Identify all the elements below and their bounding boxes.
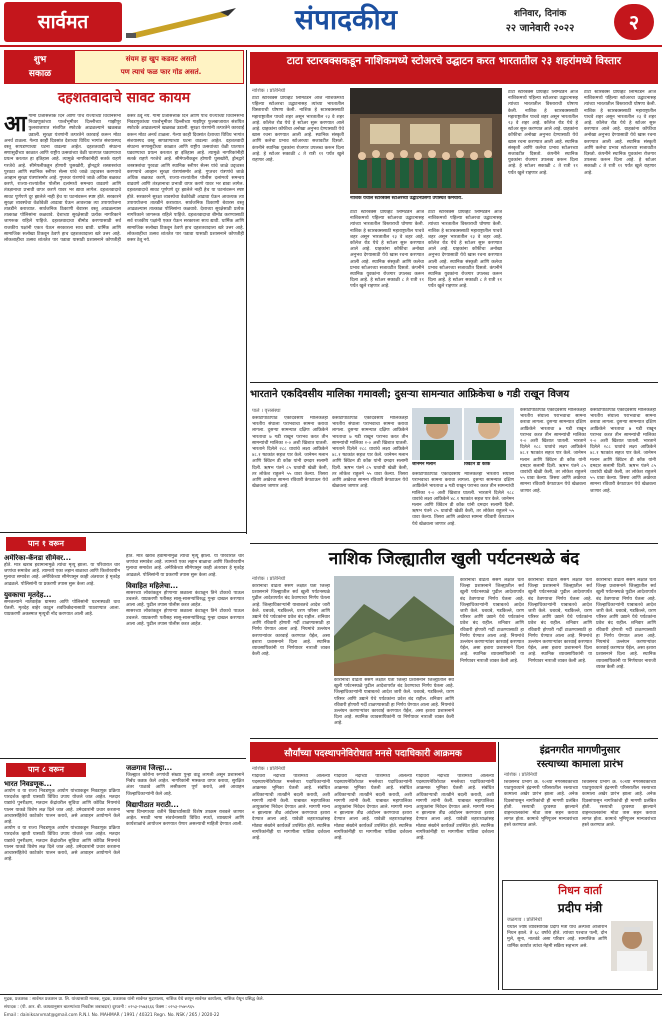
footer-line3: Email : dainiksarvmat@gmail.com R.N.I. No. MAHMAR / 1991 / 40321 Regn. No. NSK / 265 / 2020-22 [4, 1013, 220, 1018]
cricketer-caption-1: जानेमन मलान [412, 462, 436, 467]
cont8-s1-body: आयोग व या राज्य निवडणूक आयोग यांच्याकडून निवडणूक प्रक्रिया पारदर्शक व्हावी यासाठी विविध उपाय योजले जात आहेत. मतदार याद्यांचे पुनरीक्षण, मतदान केंद्रांवरील सुविधा आणि कोविड नियमांचे पालन याकडे विशेष लक्ष दिले जात आहे. उमेदवारांनी प्रचार करताना आचारसंहितेचे काटेकोर पालन करावे, असे आवाहन आयोगाने केले आहे. [4, 789, 120, 826]
cont8-s3-body: भाषा विभागाच्या वतीने विद्यार्थ्यांसाठी विशेष उपक्रम राबवले जाणार आहेत. मराठी भाषा संवर्धनासाठी विविध स्पर्धा, व्याख्याने आणि कार्यशाळांचे आयोजन करण्यात येणार असल्याची माहिती देण्यात आली. [126, 809, 244, 828]
date-value: २२ जानेवारी २०२२ [505, 23, 575, 34]
cont1-s1-body: होते. मात्र खराब हवामानामुळे त्यांचा मृत्यू झाला. या परिवारात चार जणांचा समावेश आहे. त्यामध्ये एका लहान बाळाचा आणि किशोरवयीन मुलाचा समावेश आहे. अमेरिकेच्या सीमेपासून काही अंतरावर हे मृतदेह आढळले. पोलिसांनी या प्रकरणी तपास सुरू केला आहे. [4, 563, 120, 587]
editorial-body: गामी प्रजासत्ताक दिन आणि पाच राज्यांच्या विधानसभा निवडणुकांच्या पार्श्वभूमीवर दिल्लीच्या गाझीपूर फुलबाजारात संशयित स्फोटके आढळल्याने खळबळ उडाली. सुरक्षा यंत्रणांनी तत्परतेने कारवाई करून मोठा अनर्थ टाळला. गेल्या काही दिवसांत देशाच्या विविध भागांत संशयास्पद वस्तू सापडण्याच्या घटना वाढल्या आहेत. दहशतवादी संघटना सणासुदीच्या काळात आणि राष्ट्रीय उत्सवांच्या वेळी घातपात घडवण्याचा प्रयत्न करतात हा इतिहास आहे. त्यामुळे नागरिकांनीही सतर्क राहणे गरजेचे आहे. सीमेपलीकडून होणारी घुसखोरी, ड्रोनद्वारे शस्त्रास्त्रांचा पुरवठा आणि स्थानिक स्लीपर सेल्स यांचे जाळे उद्ध्वस्त करण्याचे आव्हान सुरक्षा यंत्रणांसमोर आहे. गुप्तचर यंत्रणांचे जाळे अधिक बळकट करणे, राज्या-राज्यांतील पोलीस दलांमध्ये समन्वय वाढवणे आणि तंत्रज्ञानाचा प्रभावी वापर करणे यावर भर द्यावा लागेल. दहशतवादाचे सावट पूर्णपणे दूर झालेले नाही हेच या घटनांवरून स्पष्ट होते. सरकारने सुरक्षा व्यवस्थेचा वेळोवेळी आढावा घेऊन आवश्यक त्या उपाययोजना तातडीने कराव्यात. सार्वजनिक ठिकाणी बेवारस वस्तू आढळल्यास तात्काळ पोलिसांना कळवावे. देशाच्या सुरक्षेसाठी प्रत्येक नागरिकाने जागरूक राहिले पाहिजे. दहशतवादाचा बीमोड करण्यासाठी सर्व राजकीय पक्षांनी एकत्र येऊन सरकारला साथ द्यावी. धार्मिक आणि सामाजिक सलोखा टिकवून ठेवणे हाच दहशतवादाला खरे उत्तर आहे. लोकशाहीचा उत्सव शांततेत पार पडावा यासाठी प्रशासनाने कोणतीही कसर ठेवू नये. [4, 114, 151, 244]
solar-headline: सौर्यांच्या पदस्थापनेविरोधात मनसे पदाधिकारी आक्रमक [284, 749, 462, 759]
tata-byline: नाशिक । प्रतिनिधी [252, 88, 286, 94]
masthead [0, 0, 662, 44]
section-title: संपादकीय [295, 3, 397, 36]
obituary-byline: जळगाव । प्रतिनिधी [507, 917, 542, 923]
editorial-headline: दहशतवादाचे सावट कायम [57, 90, 191, 106]
quote-label-line2: सकाळ [28, 69, 52, 79]
obituary-portrait [611, 921, 653, 971]
continued-p1-col2 [126, 554, 244, 754]
solar-body-col3: गोदावरी नदीच्या पात्रामध्ये आलेल्या पदस्थापनेविरोधात मनसेच्या पदाधिकाऱ्यांनी आक्रमक भूमिका घेतली आहे. संबंधित अधिकाऱ्याची तातडीने बदली करावी, अशी मागणी त्यांनी केली. याबाबत महापालिका आयुक्तांना निवेदन देण्यात आले. मागणी मान्य न झाल्यास तीव्र आंदोलन करण्याचा इशारा देण्यात आला आहे. यावेळी शहराध्यक्षांसह मोठ्या संख्येने कार्यकर्ते उपस्थित होते. स्थानिक नागरिकांनीही या मागणीला पाठिंबा दर्शवला आहे. [416, 774, 494, 842]
continued-p8-label: पान ८ वरून [6, 763, 86, 777]
cricket-headline: भारताने एकदिवसीय मालिका गमावली; दुसऱ्या सामन्यात आफ्रिकेचा ७ गडी राखून विजय [250, 389, 570, 400]
tourism-headline: नाशिक जिल्ह्यातील खुली पर्यटनस्थळे बंद [328, 549, 580, 569]
tourism-body-col5: कोरोनाचा वाढता संसर्ग लक्षात घेता जिल्हा प्रशासनाने जिल्ह्यातील सर्व खुली पर्यटनस्थळे पुढील आदेशापर्यंत बंद ठेवण्याचा निर्णय घेतला आहे. जिल्हाधिकाऱ्यांनी याबाबतचे आदेश जारी केले. धबधबे, गडकिल्ले, धरण परिसर आणि उद्याने येथे पर्यटकांना प्रवेश बंद राहील. शनिवार आणि रविवारी होणारी गर्दी टाळण्यासाठी हा निर्णय घेण्यात आला आहे. नियमांचे उल्लंघन करणाऱ्यांवर कारवाई करण्यात येईल, असा इशारा प्रशासनाने दिला आहे. स्थानिक व्यावसायिकांनी या निर्णयावर नाराजी व्यक्त केली आहे. [596, 578, 656, 670]
fuel-body-col2: शिवसेनेचे प्रभाग क्र. १०च्या नगरसेवकांच्या पाठपुराव्याने इंद्रनगरी परिसरातील रस्त्याच्या कामाला अखेर प्रारंभ झाला आहे. अनेक दिवसांपासून नागरिकांची ही मागणी प्रलंबित होती. रस्त्याची दुरवस्था झाल्याने वाहनचालकांना मोठा त्रास सहन करावा लागत होता. कामाचे भूमिपूजन मान्यवरांच्या हस्ते करण्यात आले. [582, 780, 656, 829]
quote-label-line1: शुभ [33, 55, 47, 65]
footer-imprint [4, 996, 658, 1022]
tata-body-col1: टाटा स्टारबक्स प्रायव्हेट लिमिटेडने आज नाशिकमध्ये पहिल्या स्टोअरचा उद्घाटनासह त्यांच्या भारतातील विस्ताराची घोषणा केली. नाशिक हे स्टारबक्ससाठी महाराष्ट्रातील पाचवे शहर असून भारतातील २३ वे शहर आहे. कॉलेज रोड येथे हे स्टोअर सुरू करण्यात आले आहे. ग्राहकांना कॉफीचा अनोखा अनुभव देण्यासाठी येथे खास रचना करण्यात आली आहे. स्थानिक संस्कृती आणि कलेचा प्रभाव स्टोअरच्या सजावटीत दिसतो. कंपनीने स्थानिक युवकांना रोजगार उपलब्ध करून दिला आहे. हे स्टोअर सकाळी ८ ते रात्री ११ पर्यंत खुले राहणार आहे. [252, 96, 344, 164]
obituary-title: निधन वार्ता [558, 884, 602, 897]
continued-p1-label: पान १ वरून [6, 537, 86, 551]
cricket-byline: पार्ल । वृत्तसंस्था [252, 408, 281, 414]
cont1-s2-body: समजल्याने नातेवाईक ग्रामस्थ आणि पोलिसांनी घटनास्थळी धाव घेतली. मृतदेह बाहेर काढून शवविच्छेदनासाठी पाठवण्यात आला. याप्रकरणी अकस्मात मृत्यूची नोंद करण्यात आली आहे. [4, 599, 120, 618]
solar-byline: नाशिक । प्रतिनिधी [252, 766, 286, 772]
tourism-body-col3: कोरोनाचा वाढता संसर्ग लक्षात घेता जिल्हा प्रशासनाने जिल्ह्यातील सर्व खुली पर्यटनस्थळे पुढील आदेशापर्यंत बंद ठेवण्याचा निर्णय घेतला आहे. जिल्हाधिकाऱ्यांनी याबाबतचे आदेश जारी केले. धबधबे, गडकिल्ले, धरण परिसर आणि उद्याने येथे पर्यटकांना प्रवेश बंद राहील. शनिवार आणि रविवारी होणारी गर्दी टाळण्यासाठी हा निर्णय घेण्यात आला आहे. नियमांचे उल्लंघन करणाऱ्यांवर कारवाई करण्यात येईल, असा इशारा प्रशासनाने दिला आहे. स्थानिक व्यावसायिकांनी या निर्णयावर नाराजी व्यक्त केली आहे. [460, 578, 524, 664]
tourism-body-col2: कोरोनाचा वाढता संसर्ग लक्षात घेता जिल्हा प्रशासनाने जिल्ह्यातील सर्व खुली पर्यटनस्थळे पुढील आदेशापर्यंत बंद ठेवण्याचा निर्णय घेतला आहे. जिल्हाधिकाऱ्यांनी याबाबतचे आदेश जारी केले. धबधबे, गडकिल्ले, धरण परिसर आणि उद्याने येथे पर्यटकांना प्रवेश बंद राहील. शनिवार आणि रविवारी होणारी गर्दी टाळण्यासाठी हा निर्णय घेण्यात आला आहे. नियमांचे उल्लंघन करणाऱ्यांवर कारवाई करण्यात येईल, असा इशारा प्रशासनाने दिला आहे. स्थानिक व्यावसायिकांनी या निर्णयावर नाराजी व्यक्त केली आहे. [334, 678, 454, 727]
quote-text-line1: संयम हा खुप कडवट असतो [125, 55, 197, 63]
cricket-body-col4: कसोटीपाठोपाठ एकदिवसीय मालिकेतही भारतीय संघाला पराभवाचा सामना करावा लागला. दुसऱ्या सामन्यात दक्षिण आफ्रिकेने भारताचा ७ गडी राखून पराभव करत तीन सामन्यांची मालिका २-० अशी खिशात घातली. भारताने दिलेले २८८ धावांचे लक्ष्य आफ्रिकेने ४८.१ षटकांत सहज पार केले. जानेमन मलान आणि क्विंटन डी कॉक यांनी दमदार सलामी दिली. ऋषभ पंतने ८५ धावांची खेळी केली, तर लोकेश राहुलने ५५ धावा केल्या. तिसरा आणि अखेरचा सामना रविवारी केपटाऊन येथे खेळवला जाणार आहे. [520, 408, 586, 494]
solar-headline-bar [250, 742, 496, 762]
cont1-s1-title: अमेरिका-कॅनडा सीमेवर... [4, 554, 72, 562]
cont1-s3-title: विवाहित महिलेचा... [126, 581, 179, 590]
obituary-name: प्रदीप मंत्री [557, 901, 603, 915]
cricket-body-col2: कसोटीपाठोपाठ एकदिवसीय मालिकेतही भारतीय संघाला पराभवाचा सामना करावा लागला. दुसऱ्या सामन्यात दक्षिण आफ्रिकेने भारताचा ७ गडी राखून पराभव करत तीन सामन्यांची मालिका २-० अशी खिशात घातली. भारताने दिलेले २८८ धावांचे लक्ष्य आफ्रिकेने ४८.१ षटकांत सहज पार केले. जानेमन मलान आणि क्विंटन डी कॉक यांनी दमदार सलामी दिली. ऋषभ पंतने ८५ धावांची खेळी केली, तर लोकेश राहुलने ५५ धावा केल्या. तिसरा आणि अखेरचा सामना रविवारी केपटाऊन येथे खेळवला जाणार आहे. [332, 416, 408, 490]
drop-cap: आ [4, 114, 27, 137]
fuel-headline-line1: इंद्रनगरीत मागणीनुसार [539, 745, 621, 756]
quote-text-line2: पण त्याचं फळ फार गोड असतं. [120, 68, 202, 76]
footer-line2: संपादक : (पी. आर. बी. कायद्यानुसार बातम्यांच्या निवडीस जबाबदार) दूरध्वनी : ०२५३-२५७३६६६ फॅक्स : ०२५३-२५७५९६५ [4, 1005, 195, 1010]
logo-box [4, 2, 122, 42]
fuel-body-col1: शिवसेनेचे प्रभाग क्र. १०च्या नगरसेवकांच्या पाठपुराव्याने इंद्रनगरी परिसरातील रस्त्याच्या कामाला अखेर प्रारंभ झाला आहे. अनेक दिवसांपासून नागरिकांची ही मागणी प्रलंबित होती. रस्त्याची दुरवस्था झाल्याने वाहनचालकांना मोठा त्रास सहन करावा लागत होता. कामाचे भूमिपूजन मान्यवरांच्या हस्ते करण्यात आले. [504, 780, 578, 829]
date-line: शनिवार, दिनांक [513, 9, 567, 19]
editorial-article [4, 114, 244, 524]
tata-body-col3: टाटा स्टारबक्स प्रायव्हेट लिमिटेडने आज नाशिकमध्ये पहिल्या स्टोअरचा उद्घाटनासह त्यांच्या भारतातील विस्ताराची घोषणा केली. नाशिक हे स्टारबक्ससाठी महाराष्ट्रातील पाचवे शहर असून भारतातील २३ वे शहर आहे. कॉलेज रोड येथे हे स्टोअर सुरू करण्यात आले आहे. ग्राहकांना कॉफीचा अनोखा अनुभव देण्यासाठी येथे खास रचना करण्यात आली आहे. स्थानिक संस्कृती आणि कलेचा प्रभाव स्टोअरच्या सजावटीत दिसतो. कंपनीने स्थानिक युवकांना रोजगार उपलब्ध करून दिला आहे. हे स्टोअर सकाळी ८ ते रात्री ११ पर्यंत खुले राहणार आहे. [428, 210, 502, 290]
cont8-s1-title: भारत निवडणूक... [4, 780, 52, 788]
cont1-s3-body-cont: सासरच्या लोकांकडून होणाऱ्या छळाला कंटाळून तिने टोकाचे पाऊल उचलले. याप्रकरणी पतीसह सासू-सासऱ्यांविरुद्ध गुन्हा दाखल करण्यात आला आहे. पुढील तपास पोलीस करत आहेत. [126, 609, 244, 627]
cricket-body-col5: कसोटीपाठोपाठ एकदिवसीय मालिकेतही भारतीय संघाला पराभवाचा सामना करावा लागला. दुसऱ्या सामन्यात दक्षिण आफ्रिकेने भारताचा ७ गडी राखून पराभव करत तीन सामन्यांची मालिका २-० अशी खिशात घातली. भारताने दिलेले २८८ धावांचे लक्ष्य आफ्रिकेने ४८.१ षटकांत सहज पार केले. जानेमन मलान आणि क्विंटन डी कॉक यांनी दमदार सलामी दिली. ऋषभ पंतने ८५ धावांची खेळी केली, तर लोकेश राहुलने ५५ धावा केल्या. तिसरा आणि अखेरचा सामना रविवारी केपटाऊन येथे खेळवला जाणार आहे. [590, 408, 656, 494]
tourism-byline: नाशिक । प्रतिनिधी [252, 576, 286, 582]
quote-box [4, 50, 244, 84]
obituary-body: येथील ज्येष्ठ व्यावसायिक प्रदीप मंत्री यांचे अल्पशा आजाराने निधन झाले. ते ६८ वर्षांचे होते. त्यांच्या पश्चात पत्नी, दोन मुले, सुना, नातवंडे असा परिवार आहे. सामाजिक आणि धार्मिक कार्यात त्यांचा नेहमी सक्रिय सहभाग असे. [507, 925, 607, 949]
continued-p1-col1 [4, 554, 120, 754]
cont8-s2-title: जळगाव जिल्हा... [126, 764, 173, 772]
cont8-s2-body: जिल्ह्यात कोरोना रुग्णांची संख्या पुन्हा वाढू लागली असून प्रशासनाने निर्बंध कडक केले आहेत. नागरिकांनी मास्कचा वापर करावा, सुरक्षित अंतर पाळावे आणि लसीकरण पूर्ण करावे, असे आवाहन जिल्हाधिकाऱ्यांनी केले आहे. [126, 773, 244, 797]
cont1-s1-body-cont: होते. मात्र खराब हवामानामुळे त्यांचा मृत्यू झाला. या परिवारात चार जणांचा समावेश आहे. त्यामध्ये एका लहान बाळाचा आणि किशोरवयीन मुलाचा समावेश आहे. अमेरिकेच्या सीमेपासून काही अंतरावर हे मृतदेह आढळले. पोलिसांनी या प्रकरणी तपास सुरू केला आहे. [126, 554, 244, 578]
cricketer-caption-2: क्विंटन डी कॉक [464, 462, 491, 467]
solar-body-col1: गोदावरी नदीच्या पात्रामध्ये आलेल्या पदस्थापनेविरोधात मनसेच्या पदाधिकाऱ्यांनी आक्रमक भूमिका घेतली आहे. संबंधित अधिकाऱ्याची तातडीने बदली करावी, अशी मागणी त्यांनी केली. याबाबत महापालिका आयुक्तांना निवेदन देण्यात आले. मागणी मान्य न झाल्यास तीव्र आंदोलन करण्याचा इशारा देण्यात आला आहे. यावेळी शहराध्यक्षांसह मोठ्या संख्येने कार्यकर्ते उपस्थित होते. स्थानिक नागरिकांनीही या मागणीला पाठिंबा दर्शवला आहे. [252, 774, 330, 842]
pen-icon [124, 4, 238, 40]
editorial-body-cont: गामी प्रजासत्ताक दिन आणि पाच राज्यांच्या विधानसभा निवडणुकांच्या पार्श्वभूमीवर दिल्लीच्या गाझीपूर फुलबाजारात संशयित स्फोटके आढळल्याने खळबळ उडाली. सुरक्षा यंत्रणांनी तत्परतेने कारवाई करून मोठा अनर्थ टाळला. गेल्या काही दिवसांत देशाच्या विविध भागांत संशयास्पद वस्तू सापडण्याच्या घटना वाढल्या आहेत. दहशतवादी संघटना सणासुदीच्या काळात आणि राष्ट्रीय उत्सवांच्या वेळी घातपात घडवण्याचा प्रयत्न करतात हा इतिहास आहे. त्यामुळे नागरिकांनीही सतर्क राहणे गरजेचे आहे. सीमेपलीकडून होणारी घुसखोरी, ड्रोनद्वारे शस्त्रास्त्रांचा पुरवठा आणि स्थानिक स्लीपर सेल्स यांचे जाळे उद्ध्वस्त करण्याचे आव्हान सुरक्षा यंत्रणांसमोर आहे. गुप्तचर यंत्रणांचे जाळे अधिक बळकट करणे, राज्या-राज्यांतील पोलीस दलांमध्ये समन्वय वाढवणे आणि तंत्रज्ञानाचा प्रभावी वापर करणे यावर भर द्यावा लागेल. दहशतवादाचे सावट पूर्णपणे दूर झालेले नाही हेच या घटनांवरून स्पष्ट होते. सरकारने सुरक्षा व्यवस्थेचा वेळोवेळी आढावा घेऊन आवश्यक त्या उपाययोजना तातडीने कराव्यात. सार्वजनिक ठिकाणी बेवारस वस्तू आढळल्यास तात्काळ पोलिसांना कळवावे. देशाच्या सुरक्षेसाठी प्रत्येक नागरिकाने जागरूक राहिले पाहिजे. दहशतवादाचा बीमोड करण्यासाठी सर्व राजकीय पक्षांनी एकत्र येऊन सरकारला साथ द्यावी. धार्मिक आणि सामाजिक सलोखा टिकवून ठेवणे हाच दहशतवादाला खरे उत्तर आहे. लोकशाहीचा उत्सव शांततेत पार पडावा यासाठी प्रशासनाने कोणतीही कसर ठेवू नये. [127, 114, 244, 244]
tata-headline: टाटा स्टारबक्सकडून नाशिकमध्ये स्टोअरचे उद्घाटन करत भारतातील २३ शहरांमध्ये विस्तार [286, 55, 622, 67]
newspaper-logo: सार्वमत [37, 11, 89, 33]
fuel-byline: नाशिक । प्रतिनिधी [504, 772, 538, 778]
tata-photo-caption: नाशिक येथील स्टारबक्स स्टोअरच्या उद्घाटनप्रसंगी उपस्थित कर्मचारी. [350, 196, 463, 201]
starbucks-store-photo [350, 88, 502, 194]
tata-body-col5: टाटा स्टारबक्स प्रायव्हेट लिमिटेडने आज नाशिकमध्ये पहिल्या स्टोअरचा उद्घाटनासह त्यांच्या भारतातील विस्ताराची घोषणा केली. नाशिक हे स्टारबक्ससाठी महाराष्ट्रातील पाचवे शहर असून भारतातील २३ वे शहर आहे. कॉलेज रोड येथे हे स्टोअर सुरू करण्यात आले आहे. ग्राहकांना कॉफीचा अनोखा अनुभव देण्यासाठी येथे खास रचना करण्यात आली आहे. स्थानिक संस्कृती आणि कलेचा प्रभाव स्टोअरच्या सजावटीत दिसतो. कंपनीने स्थानिक युवकांना रोजगार उपलब्ध करून दिला आहे. हे स्टोअर सकाळी ८ ते रात्री ११ पर्यंत खुले राहणार आहे. [584, 90, 656, 176]
cont8-s1-body-cont: आयोग व या राज्य निवडणूक आयोग यांच्याकडून निवडणूक प्रक्रिया पारदर्शक व्हावी यासाठी विविध उपाय योजले जात आहेत. मतदार याद्यांचे पुनरीक्षण, मतदान केंद्रांवरील सुविधा आणि कोविड नियमांचे पालन याकडे विशेष लक्ष दिले जात आहे. उमेदवारांनी प्रचार करताना आचारसंहितेचे काटेकोर पालन करावे, असे आवाहन आयोगाने केले आहे. [4, 826, 120, 863]
page-number-badge [614, 4, 654, 40]
quote-label [5, 51, 75, 83]
continued-p8-col1 [4, 780, 120, 980]
cont1-s3-body: सासरच्या लोकांकडून होणाऱ्या छळाला कंटाळून तिने टोकाचे पाऊल उचलले. याप्रकरणी पतीसह सासू-सासऱ्यांविरुद्ध गुन्हा दाखल करण्यात आला आहे. पुढील तपास पोलीस करत आहेत. [126, 590, 244, 609]
fuel-headline-line2: रस्त्याच्या कामाला प्रारंभ [536, 759, 624, 770]
cricketer-photo-1 [412, 408, 462, 460]
cont8-s3-title: विद्यापीठात मराठी... [126, 800, 179, 809]
cricket-body-col1: कसोटीपाठोपाठ एकदिवसीय मालिकेतही भारतीय संघाला पराभवाचा सामना करावा लागला. दुसऱ्या सामन्यात दक्षिण आफ्रिकेने भारताचा ७ गडी राखून पराभव करत तीन सामन्यांची मालिका २-० अशी खिशात घातली. भारताने दिलेले २८८ धावांचे लक्ष्य आफ्रिकेने ४८.१ षटकांत सहज पार केले. जानेमन मलान आणि क्विंटन डी कॉक यांनी दमदार सलामी दिली. ऋषभ पंतने ८५ धावांची खेळी केली, तर लोकेश राहुलने ५५ धावा केल्या. तिसरा आणि अखेरचा सामना रविवारी केपटाऊन येथे खेळवला जाणार आहे. [252, 416, 328, 490]
tourism-body-col4: कोरोनाचा वाढता संसर्ग लक्षात घेता जिल्हा प्रशासनाने जिल्ह्यातील सर्व खुली पर्यटनस्थळे पुढील आदेशापर्यंत बंद ठेवण्याचा निर्णय घेतला आहे. जिल्हाधिकाऱ्यांनी याबाबतचे आदेश जारी केले. धबधबे, गडकिल्ले, धरण परिसर आणि उद्याने येथे पर्यटकांना प्रवेश बंद राहील. शनिवार आणि रविवारी होणारी गर्दी टाळण्यासाठी हा निर्णय घेण्यात आला आहे. नियमांचे उल्लंघन करणाऱ्यांवर कारवाई करण्यात येईल, असा इशारा प्रशासनाने दिला आहे. स्थानिक व्यावसायिकांनी या निर्णयावर नाराजी व्यक्त केली आहे. [528, 578, 592, 664]
tata-body-col2: टाटा स्टारबक्स प्रायव्हेट लिमिटेडने आज नाशिकमध्ये पहिल्या स्टोअरचा उद्घाटनासह त्यांच्या भारतातील विस्ताराची घोषणा केली. नाशिक हे स्टारबक्ससाठी महाराष्ट्रातील पाचवे शहर असून भारतातील २३ वे शहर आहे. कॉलेज रोड येथे हे स्टोअर सुरू करण्यात आले आहे. ग्राहकांना कॉफीचा अनोखा अनुभव देण्यासाठी येथे खास रचना करण्यात आली आहे. स्थानिक संस्कृती आणि कलेचा प्रभाव स्टोअरच्या सजावटीत दिसतो. कंपनीने स्थानिक युवकांना रोजगार उपलब्ध करून दिला आहे. हे स्टोअर सकाळी ८ ते रात्री ११ पर्यंत खुले राहणार आहे. [350, 210, 424, 290]
footer-line1: मुद्रक, प्रकाशक : सार्वमत प्रकाशन प्रा. लि. यांच्यासाठी मालक, मुद्रक, प्रकाशक यांनी सार्वमत मुद्रणालय, नाशिक येथे छापून सार्वमत कार्यालय, नाशिक येथून प्रसिद्ध केले. [4, 997, 264, 1002]
page-number: २ [628, 10, 640, 34]
obituary-box [502, 880, 658, 990]
solar-body-col2: गोदावरी नदीच्या पात्रामध्ये आलेल्या पदस्थापनेविरोधात मनसेच्या पदाधिकाऱ्यांनी आक्रमक भूमिका घेतली आहे. संबंधित अधिकाऱ्याची तातडीने बदली करावी, अशी मागणी त्यांनी केली. याबाबत महापालिका आयुक्तांना निवेदन देण्यात आले. मागणी मान्य न झाल्यास तीव्र आंदोलन करण्याचा इशारा देण्यात आला आहे. यावेळी शहराध्यक्षांसह मोठ्या संख्येने कार्यकर्ते उपस्थित होते. स्थानिक नागरिकांनीही या मागणीला पाठिंबा दर्शवला आहे. [334, 774, 412, 842]
tata-body-col4: टाटा स्टारबक्स प्रायव्हेट लिमिटेडने आज नाशिकमध्ये पहिल्या स्टोअरचा उद्घाटनासह त्यांच्या भारतातील विस्ताराची घोषणा केली. नाशिक हे स्टारबक्ससाठी महाराष्ट्रातील पाचवे शहर असून भारतातील २३ वे शहर आहे. कॉलेज रोड येथे हे स्टोअर सुरू करण्यात आले आहे. ग्राहकांना कॉफीचा अनोखा अनुभव देण्यासाठी येथे खास रचना करण्यात आली आहे. स्थानिक संस्कृती आणि कलेचा प्रभाव स्टोअरच्या सजावटीत दिसतो. कंपनीने स्थानिक युवकांना रोजगार उपलब्ध करून दिला आहे. हे स्टोअर सकाळी ८ ते रात्री ११ पर्यंत खुले राहणार आहे. [508, 90, 578, 176]
cricketer-photo-2 [464, 408, 514, 460]
cont1-s2-title: युवकाचा मृतदेह... [4, 590, 52, 599]
tata-headline-bar [250, 52, 658, 84]
tourism-body-col1: कोरोनाचा वाढता संसर्ग लक्षात घेता जिल्हा प्रशासनाने जिल्ह्यातील सर्व खुली पर्यटनस्थळे पुढील आदेशापर्यंत बंद ठेवण्याचा निर्णय घेतला आहे. जिल्हाधिकाऱ्यांनी याबाबतचे आदेश जारी केले. धबधबे, गडकिल्ले, धरण परिसर आणि उद्याने येथे पर्यटकांना प्रवेश बंद राहील. शनिवार आणि रविवारी होणारी गर्दी टाळण्यासाठी हा निर्णय घेण्यात आला आहे. नियमांचे उल्लंघन करणाऱ्यांवर कारवाई करण्यात येईल, असा इशारा प्रशासनाने दिला आहे. स्थानिक व्यावसायिकांनी या निर्णयावर नाराजी व्यक्त केली आहे. [252, 584, 330, 658]
hill-landscape-photo [334, 576, 454, 676]
cricket-body-col3: कसोटीपाठोपाठ एकदिवसीय मालिकेतही भारतीय संघाला पराभवाचा सामना करावा लागला. दुसऱ्या सामन्यात दक्षिण आफ्रिकेने भारताचा ७ गडी राखून पराभव करत तीन सामन्यांची मालिका २-० अशी खिशात घातली. भारताने दिलेले २८८ धावांचे लक्ष्य आफ्रिकेने ४८.१ षटकांत सहज पार केले. जानेमन मलान आणि क्विंटन डी कॉक यांनी दमदार सलामी दिली. ऋषभ पंतने ८५ धावांची खेळी केली, तर लोकेश राहुलने ५५ धावा केल्या. तिसरा आणि अखेरचा सामना रविवारी केपटाऊन येथे खेळवला जाणार आहे. [412, 472, 514, 527]
continued-p8-col2 [126, 764, 244, 980]
